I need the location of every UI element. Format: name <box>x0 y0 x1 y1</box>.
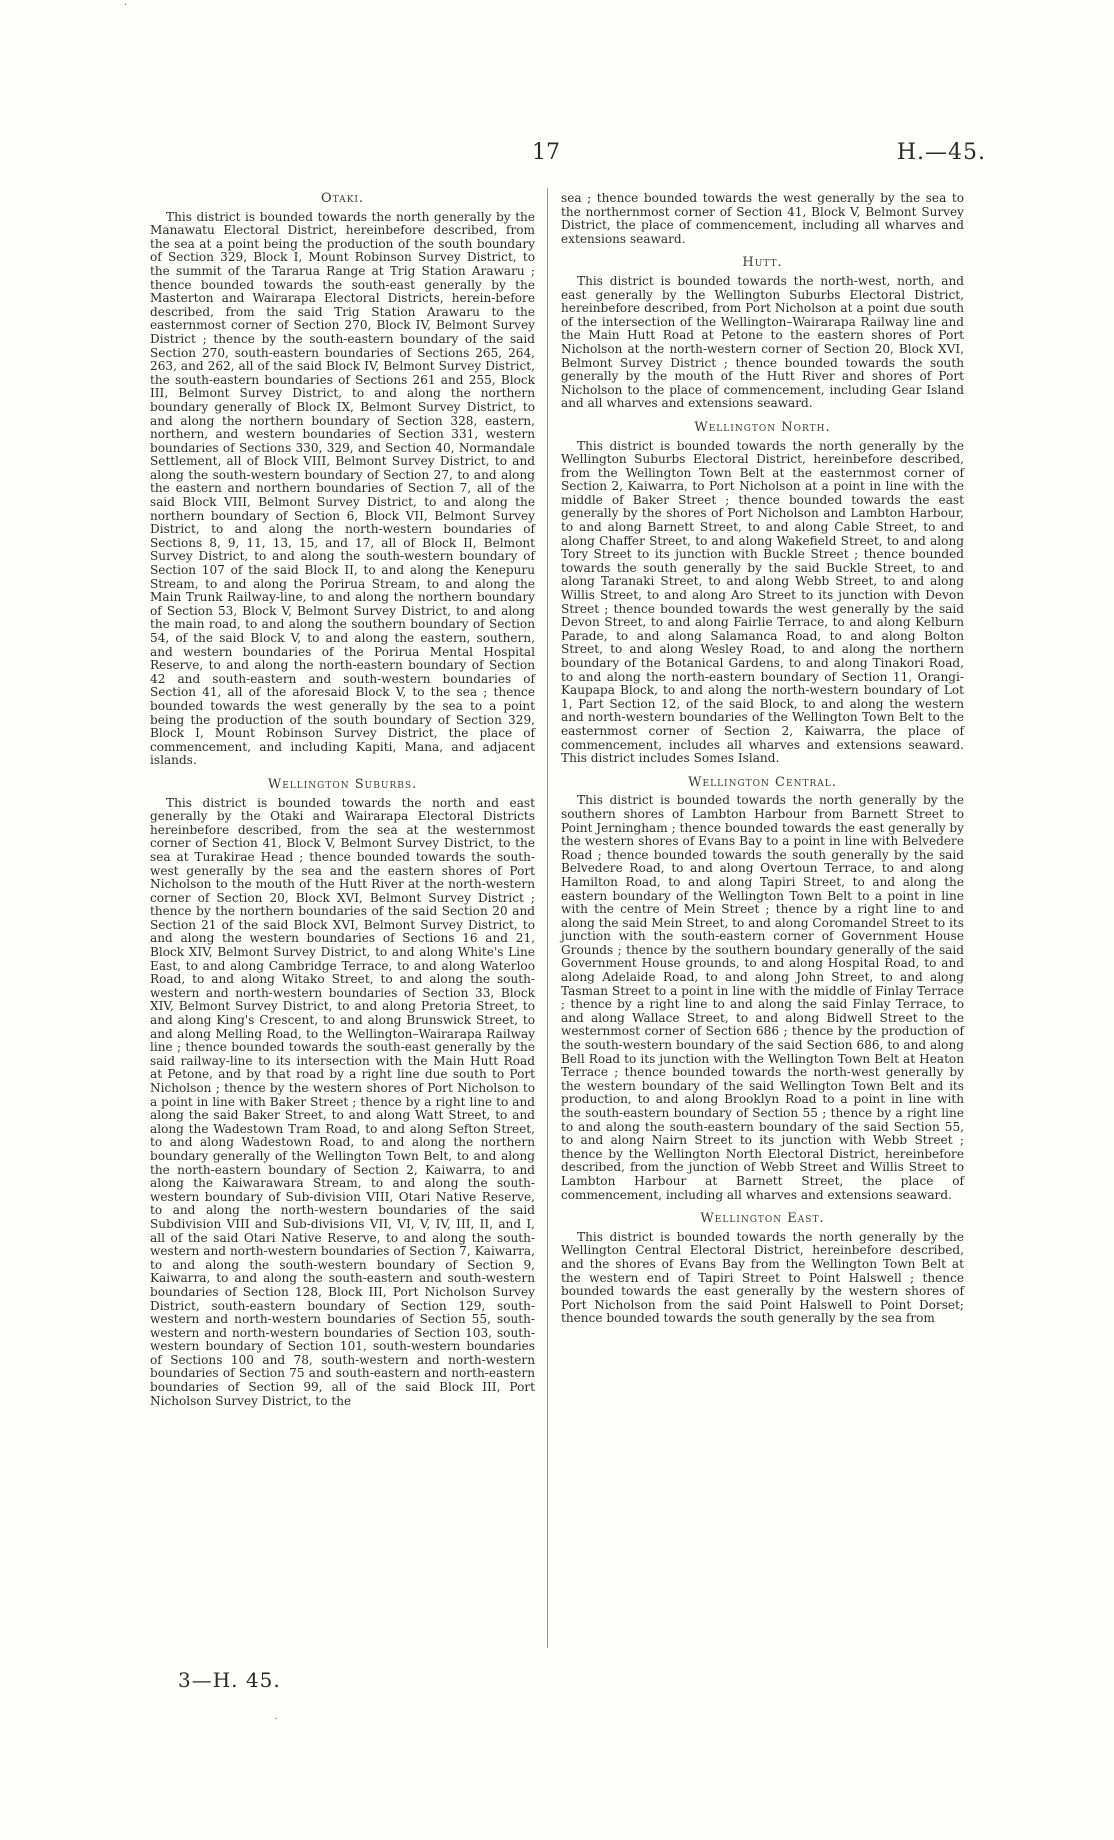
section-heading-wellington-north: Wellington North. <box>694 419 831 435</box>
section-heading-wellington-central: Wellington Central. <box>688 774 837 790</box>
column-divider <box>547 188 548 1648</box>
signature-mark: 3—H. 45. <box>178 1668 281 1692</box>
right-column <box>561 192 964 1326</box>
section-body-wellington-central: This district is bounded towards the north generally by the southern shores of Lambton Harbour from Barnett Street to Point Jerningham ; thence bounded towards the east generally by the western shores of Evans Bay to a point in line with Belvedere Road ; thence bounded towards the south generally by the said Belvedere Road, to and along Overtoun Terrace, to and along Hamilton Road, to and along Tapiri Street, to and along the eastern boundary of the Wellington Town Belt to a point in line with the centre of Mein Street ; thence by a right line to and along the said Mein Street, to and along Coromandel Street to its junction with the south-eastern corner of Government House Grounds ; thence by the southern boundary generally of the said Government House grounds, to and along Hospital Road, to and along Adelaide Road, to and along John Street, to and along Tasman Street to a point in line with the middle of Finlay Terrace ; thence by a right line to and along the said Finlay Terrace, to and along Wallace Street, to and along Bidwell Street to the westernmost corner of Section 686 ; thence by the production of the south-western boundary of the said Section 686, to and along Bell Road to its junction with the Wellington Town Belt at Heaton Terrace ; thence bounded towards the north-west generally by the western boundary of the said Wellington Town Belt and its production, to and along Brooklyn Road to a point in line with the south-eastern boundary of Section 55 ; thence by a right line to and along the south-eastern boundary of the said Section 55, to and along Nairn Street to its junction with Webb Street ; thence by the Wellington North Electoral District, hereinbefore described, from the junction of Webb Street and Willis Street to Lambton Harbour at Barnett Street, the place of commencement, including all wharves and extensions seaward. <box>561 793 964 1202</box>
page-number: 17 <box>532 140 560 165</box>
document-code: H.—45. <box>896 140 986 165</box>
stray-mark-top: · <box>124 0 128 11</box>
section-body-wellington-north: This district is bounded towards the north generally by the Wellington Suburbs Electoral District, hereinbefore described, from the Wellington Town Belt at the easternmost corner of Section 2, Kaiwarra, to Port Nicholson at a point in line with the middle of Baker Street ; thence bounded towards the east generally by the shores of Port Nicholson and Lambton Harbour, to and along Barnett Street, to and along Cable Street, to and along Chaffer Street, to and along Wakefield Street, to and along Tory Street to its junction with Buckle Street ; thence bounded towards the south generally by the said Buckle Street, to and along Taranaki Street, to and along Webb Street, to and along Willis Street, to and along Aro Street to its junction with Devon Street ; thence bounded towards the west generally by the said Devon Street, to and along Fairlie Terrace, to and along Kelburn Parade, to and along Salamanca Road, to and along Bolton Street, to and along Wesley Road, to and along the northern boundary of the Botanical Gardens, to and along Tinakori Road, to and along the north-eastern boundary of Section 11, Orangi-Kaupapa Block, to and along the north-western boundary of Lot 1, Part Section 12, of the said Block, to and along the western and north-western boundaries of the Wellington Town Belt to the easternmost corner of Section 2, Kaiwarra, the place of commencement, includes all wharves and extensions seaward. This district includes Somes Island. <box>561 438 964 766</box>
section-body-wellington-east: This district is bounded towards the north generally by the Wellington Central Electoral District, hereinbefore described, and the shores of Evans Bay from the Wellington Town Belt at the western end of Tapiri Street to Point Halswell ; thence bounded towards the east generally by the western shores of Port Nicholson from the said Point Halswell to Point Dorset; thence bounded towards the south generally by the sea from <box>561 1229 964 1326</box>
section-heading-wellington-east: Wellington East. <box>700 1211 825 1227</box>
continuation-text: sea ; thence bounded towards the west generally by the sea to the northernmost corner of Section 41, Block V, Belmont Survey District, the place of commencement, including all wharves and extensions seaward. <box>561 191 964 246</box>
section-heading-hutt: Hutt. <box>742 255 783 271</box>
section-heading-otaki: Otaki. <box>320 191 365 206</box>
section-body-wellington-suburbs: This district is bounded towards the north and east generally by the Otaki and Wairarapa Electoral Districts hereinbefore described, from the sea at the westernmost corner of Section 41, Block V, Belmont Survey District, to the sea at Turakirae Head ; thence bounded towards the south-west generally by the sea and the eastern shores of Port Nicholson to the mouth of the Hutt River at the north-western corner of Section 20, Block XVI, Belmont Survey District ; thence by the northern boundaries of the said Section 20 and Section 21 of the said Block XVI, Belmont Survey District, to and along the western boundaries of Sections 16 and 21, Block XIV, Belmont Survey District, to and along White's Line East, to and along Cambridge Terrace, to and along Waterloo Road, to and along Witako Street, to and along the south-western and north-western boundaries of Section 33, Block XIV, Belmont Survey District, to and along Pretoria Street, to and along King's Crescent, to and along Brunswick Street, to and along Melling Road, to the Wellington–Wairarapa Railway line ; thence bounded towards the south-east generally by the said railway-line to its intersection with the Main Hutt Road at Petone, and by that road by a right line due south to Port Nicholson ; thence by the western shores of Port Nicholson to a point in line with Baker Street ; thence by a right line to and along the said Baker Street, to and along Watt Street, to and along the Wadestown Tram Road, to and along Sefton Street, to and along Wadestown Road, to and along the northern boundary generally of the Wellington Town Belt, to and along the north-eastern boundary of Section 2, Kaiwarra, to and along the Kaiwarawara Stream, to and along the south-western boundary of Sub-division VIII, Otari Native Reserve, to and along the north-western boundaries of the said Subdivision VIII and Sub-divisions VII, VI, V, IV, III, II, and I, all of the said Otari Native Reserve, to and along the south-western and north-western boundaries of Section 7, Kaiwarra, to and along the south-western boundary of Section 9, Kaiwarra, to and along the south-eastern and south-western boundaries of Section 128, Block III, Port Nicholson Survey District, south-eastern boundary of Section 129, south-western and north-western boundaries of Section 55, south-western and north-western boundaries of Section 103, south-western boundary of Section 101, south-western boundaries of Sections 100 and 78, south-western and north-western boundaries of Section 75 and south-eastern and north-eastern boundaries of Section 99, all of the said Block III, Port Nicholson Survey District, to the <box>150 795 535 1408</box>
section-heading-wellington-suburbs: Wellington Suburbs. <box>267 776 418 792</box>
section-body-otaki: This district is bounded towards the north generally by the Manawatu Electoral District, hereinbefore described, from the sea at a point being the production of the south boundary of Section 329, Block I, Mount Robinson Survey District, to the summit of the Tararua Range at Trig Station Arawaru ; thence bounded towards the south-east generally by the Masterton and Wairarapa Electoral Districts, herein-before described, from the said Trig Station Arawaru to the easternmost corner of Section 270, Block IV, Belmont Survey District ; thence by the south-eastern boundary of the said Section 270, south-eastern boundaries of Sections 265, 264, 263, and 262, all of the said Block IV, Belmont Survey District, the south-eastern boundaries of Sections 261 and 255, Block III, Belmont Survey District, to and along the northern boundary generally of Block IX, Belmont Survey District, to and along the northern boundary of Section 328, eastern, northern, and western boundaries of Section 331, western boundaries of Sections 330, 329, and Section 40, Normandale Settlement, all of Block VIII, Belmont Survey District, to and along the south-western boundary of Section 27, to and along the eastern and northern boundaries of Section 7, all of the said Block VIII, Belmont Survey District, to and along the northern boundary of Section 6, Block VII, Belmont Survey District, to and along the north-western boundaries of Sections 8, 9, 11, 13, 15, and 17, all of Block II, Belmont Survey District, to and along the south-western boundary of Section 107 of the said Block II, to and along the Kenepuru Stream, to and along the Porirua Stream, to and along the Main Trunk Railway-line, to and along the northern boundary of Section 53, Block V, Belmont Survey District, to and along the main road, to and along the southern boundary of Section 54, of the said Block V, to and along the eastern, southern, and western boundaries of the Porirua Mental Hospital Reserve, to and along the north-eastern boundary of Section 42 and south-eastern and south-western boundaries of Section 41, all of the aforesaid Block V, to the sea ; thence bounded towards the west generally by the sea to a point being the production of the south boundary of Section 329, Block I, Mount Robinson Survey District, the place of commencement, and including Kapiti, Mana, and adjacent islands. <box>150 209 535 768</box>
section-body-hutt: This district is bounded towards the north-west, north, and east generally by the Wellington Suburbs Electoral District, hereinbefore described, from Port Nicholson at a point due south of the intersection of the Wellington–Wairarapa Railway line and the Main Hutt Road at Petone to the eastern shores of Port Nicholson at the north-western corner of Section 20, Block XVI, Belmont Survey District ; thence bounded towards the south generally by the mouth of the Hutt River and shores of Port Nicholson to the place of commencement, including Gear Island and all wharves and extensions seaward. <box>561 273 964 411</box>
stray-mark-bottom: ˎ <box>274 1706 278 1720</box>
left-column <box>150 192 535 1408</box>
page-header <box>0 140 1114 180</box>
